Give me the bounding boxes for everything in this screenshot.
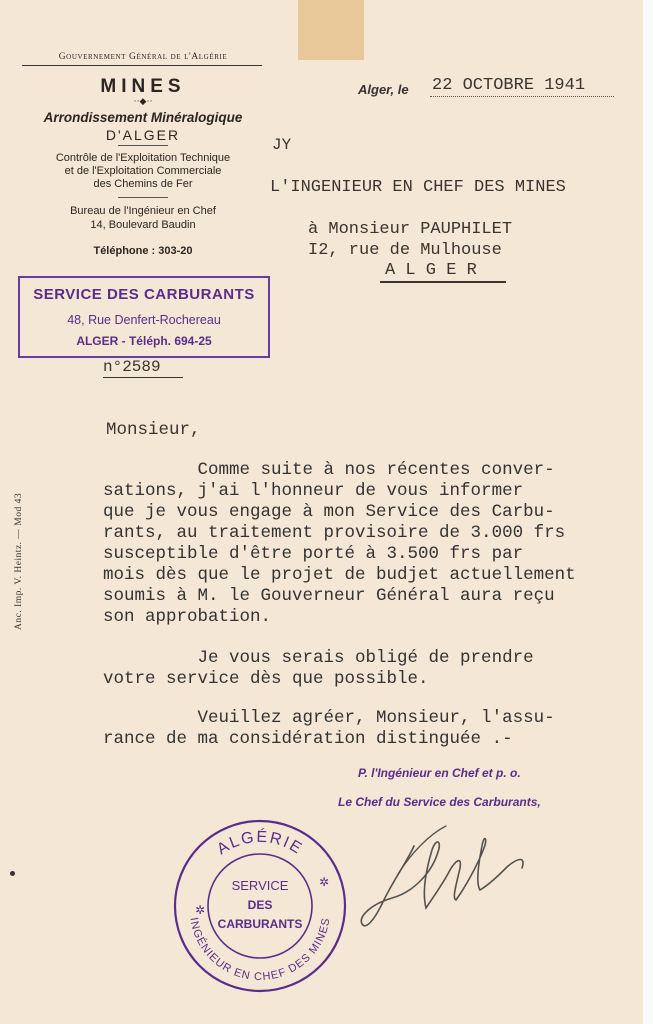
reference-underline (103, 377, 183, 378)
body-line: son approbation. (103, 607, 272, 627)
recipient-underline (380, 281, 506, 283)
recipient-line-1: à Monsieur PAUPHILET (308, 220, 513, 239)
star-icon: ✲ (318, 875, 330, 889)
service-stamp-line-3: ALGER - Téléph. 694-25 (76, 334, 212, 348)
heading-rule (22, 65, 262, 66)
body-line: rants, au traitement provisoire de 3.000 frs (103, 523, 566, 543)
department-title: MINES (100, 76, 186, 97)
round-stamp-center-2: DES (247, 898, 273, 912)
ornament-divider: ··◆·· (133, 96, 153, 106)
reference-number: n°2589 (103, 358, 161, 376)
typist-initials: JY (272, 136, 292, 154)
control-line-3: des Chemins de Fer (93, 178, 193, 190)
body-line: Veuillez agréer, Monsieur, l'assu- (103, 708, 555, 728)
service-stamp (18, 276, 270, 358)
date-dotted-line (430, 96, 614, 97)
control-line-2: et de l'Exploitation Commerciale (64, 165, 222, 177)
handwritten-signature (352, 812, 542, 942)
body-line: que je vous engage à mon Service des Carbu- (103, 502, 555, 522)
round-stamp-top: ALGÉRIE (214, 828, 306, 859)
round-stamp-center-1: SERVICE (231, 878, 289, 893)
bureau-line-2: 14, Boulevard Baudin (90, 219, 196, 231)
round-stamp (172, 818, 348, 994)
service-stamp-line-2: 48, Rue Denfert-Rochereau (67, 313, 221, 327)
signature-line-1: P. l'Ingénieur en Chef et p. o. (358, 766, 521, 780)
page-edge (643, 0, 653, 1024)
body-line: mois dès que le projet de budjet actuellement (103, 565, 576, 585)
body-line: susceptible d'être porté à 3.500 frs par (103, 544, 524, 564)
recipient-line-2: I2, rue de Mulhouse (308, 241, 502, 260)
body-line: Je vous serais obligé de prendre (103, 648, 534, 668)
printer-imprint: Anc. Imp. V. Heintz. — Mod 43 (14, 492, 24, 630)
recipient-line-3: A L G E R (385, 261, 477, 280)
signature-line-2: Le Chef du Service des Carburants, (338, 795, 541, 809)
arrondissement-label: Arrondissement Minéralogique (43, 110, 243, 125)
round-stamp-center-3: CARBURANTS (217, 917, 303, 931)
body-line: sations, j'ai l'honneur de vous informer (103, 481, 524, 501)
star-icon: ✲ (194, 903, 206, 917)
short-rule (118, 145, 168, 146)
body-line: votre service dès que possible. (103, 669, 429, 689)
sender-title: L'INGENIEUR EN CHEF DES MINES (270, 178, 566, 197)
round-stamp-ring: INGÉNIEUR EN CHEF DES MINES (187, 916, 333, 984)
body-line: soumis à M. le Gouverneur Général aura reçu (103, 586, 555, 606)
government-heading: Gouvernement Général de l'Algérie (58, 52, 228, 62)
short-rule-2 (118, 197, 168, 198)
service-stamp-line-1: SERVICE DES CARBURANTS (33, 286, 255, 303)
control-line-1: Contrôle de l'Exploitation Technique (55, 152, 231, 164)
punch-dot (10, 871, 15, 876)
adhesive-tape (298, 0, 364, 60)
body-line: rance de ma considération distinguée .- (103, 729, 513, 749)
phone-line: Téléphone : 303-20 (93, 245, 193, 257)
date-value: 22 OCTOBRE 1941 (432, 76, 586, 95)
city-label: D'ALGER (105, 127, 181, 143)
bureau-line-1: Bureau de l'Ingénieur en Chef (70, 205, 216, 217)
body-line: Comme suite à nos récentes conver- (103, 460, 555, 480)
salutation: Monsieur, (106, 420, 201, 440)
date-prefix: Alger, le (358, 82, 409, 97)
